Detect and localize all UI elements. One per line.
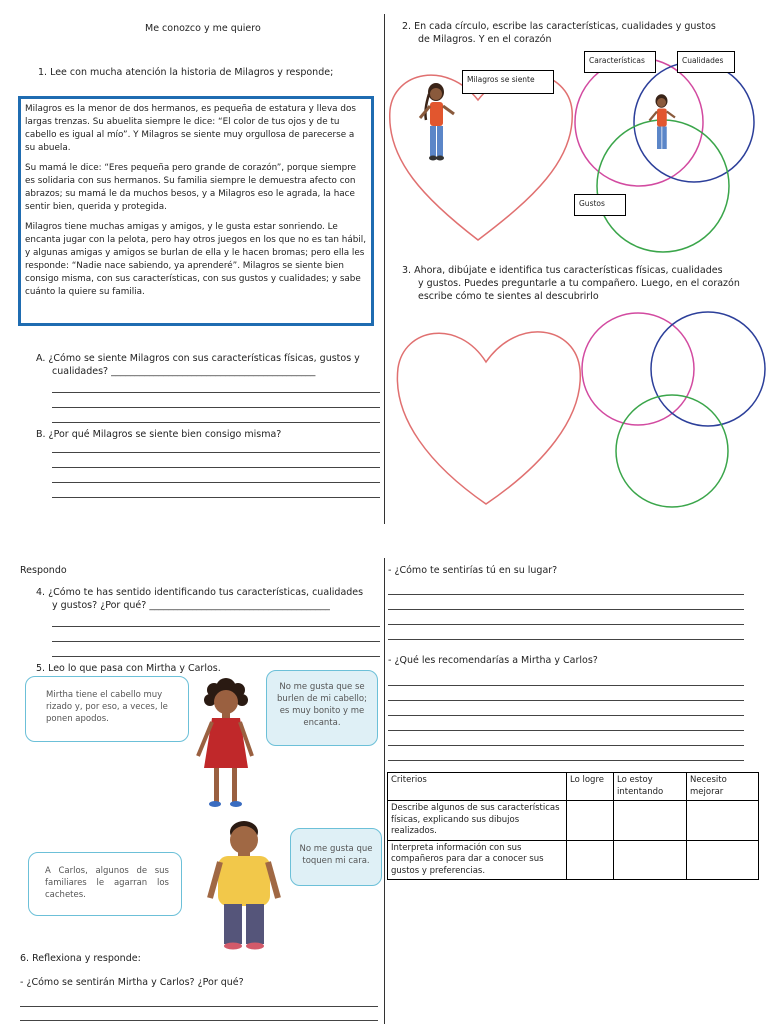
column-divider-top xyxy=(384,14,385,524)
answer-line[interactable] xyxy=(52,626,380,627)
carlos-speech-bubble: No me gusta que toquen mi cara. xyxy=(290,828,382,886)
question-a-line2: cualidades? ___________________________________________ xyxy=(52,366,316,377)
question-a-line1: A. ¿Cómo se siente Milagros con sus características físicas, gustos y xyxy=(36,353,360,364)
answer-line[interactable] xyxy=(52,467,380,468)
mirtha-illustration xyxy=(188,676,266,816)
story-paragraph: Su mamá le dice: “Eres pequeña pero grande de corazón”, porque siempre es solidaria con sus hermanos. Su familia siempre le demuestra afecto con abrazos; su mamá le da muchos besos, y a Milagros eso le agrada, la hace sentir bien, querida y protegida. xyxy=(25,163,357,212)
question-2-line2: de Milagros. Y en el corazón xyxy=(418,34,552,45)
table-header-row xyxy=(388,773,759,801)
question-3-line3: escribe cómo te sientes al descubrirlo xyxy=(418,291,599,302)
label-cualidades: Cualidades xyxy=(677,51,735,73)
circle-pink xyxy=(582,313,694,425)
question-3-line1: 3. Ahora, dibújate e identifica tus características físicas, cualidades xyxy=(402,265,723,276)
circle-caracteristicas xyxy=(575,58,703,186)
label-milagros-se-siente: Milagros se siente xyxy=(462,70,554,94)
carlos-illustration xyxy=(204,818,284,958)
question-6a: - ¿Cómo se sentirán Mirtha y Carlos? ¿Por qué? xyxy=(20,977,244,988)
criterion-cell: Describe algunos de sus características físicas, explicando sus dibujos realizados. xyxy=(388,801,567,841)
answer-line[interactable] xyxy=(388,685,744,686)
header-intentando: Lo estoy intentando xyxy=(614,773,687,801)
answer-line[interactable] xyxy=(52,641,380,642)
answer-line[interactable] xyxy=(52,497,380,498)
answer-line[interactable] xyxy=(52,482,380,483)
question-3 xyxy=(402,264,740,303)
criteria-table xyxy=(387,772,759,880)
circle-cualidades xyxy=(634,62,754,182)
question-3-line2: y gustos. Puedes preguntarle a tu compañero. Luego, en el corazón xyxy=(418,278,740,289)
answer-line[interactable] xyxy=(388,594,744,595)
mirtha-description-box: Mirtha tiene el cabello muy rizado y, por eso, a veces, le ponen apodos. xyxy=(25,676,189,742)
question-4-line1: 4. ¿Cómo te has sentido identificando tus características, cualidades xyxy=(36,587,364,598)
answer-line[interactable] xyxy=(52,407,380,408)
header-criterios: Criterios xyxy=(388,773,567,801)
heart-shape xyxy=(397,332,580,504)
answer-line[interactable] xyxy=(388,624,744,625)
answer-line[interactable] xyxy=(388,715,744,716)
label-gustos: Gustos xyxy=(574,194,626,216)
check-cell[interactable] xyxy=(614,840,687,880)
answer-line[interactable] xyxy=(388,700,744,701)
page-title: Me conozco y me quiero xyxy=(145,23,261,34)
milagros-diagram xyxy=(386,50,766,260)
answer-line[interactable] xyxy=(52,656,380,657)
story-paragraph: Milagros tiene muchas amigas y amigos, y le gusta estar sonriendo. Le encanta jugar con la pelota, pero hay otros juegos en los que no es tan hábil, y algunas amigas y amigos se burlan de ella y le hacen bromas; pero ella les responde: “Nadie nace sabiendo, ya aprenderé”. Milagros se siente bien consigo misma, con sus características, con sus gustos y cualidades; y sabe cuánto la quiere su familia. xyxy=(25,222,367,297)
question-recomendarias: - ¿Qué les recomendarías a Mirtha y Carlos? xyxy=(388,655,598,666)
question-4-line2: y gustos? ¿Por qué? ______________________________________ xyxy=(52,600,330,611)
table-row xyxy=(388,840,759,880)
answer-line[interactable] xyxy=(388,609,744,610)
header-lo-logre: Lo logre xyxy=(567,773,614,801)
heart-shape xyxy=(390,74,573,240)
answer-line[interactable] xyxy=(52,422,380,423)
answer-line[interactable] xyxy=(388,639,744,640)
question-2 xyxy=(402,20,716,46)
circle-green xyxy=(616,395,728,507)
self-diagram xyxy=(386,306,766,524)
answer-line[interactable] xyxy=(388,760,744,761)
question-b: B. ¿Por qué Milagros se siente bien consigo misma? xyxy=(36,429,282,440)
question-2-line1: 2. En cada círculo, escribe las características, cualidades y gustos xyxy=(402,21,716,32)
respondo-heading: Respondo xyxy=(20,565,67,576)
story-box xyxy=(18,96,374,326)
answer-line[interactable] xyxy=(52,452,380,453)
header-necesito-mejorar: Necesito mejorar xyxy=(687,773,759,801)
check-cell[interactable] xyxy=(687,840,759,880)
milagros-figure xyxy=(650,94,676,149)
answer-line[interactable] xyxy=(20,1020,378,1021)
story-paragraph: Milagros es la menor de dos hermanos, es pequeña de estatura y lleva dos largas trenzas. Su abuelita siempre le dice: “El color de tus ojos y de tu cabello es igual al mío”. Y Milagros se siente muy orgullosa de parecerse a su abuela. xyxy=(25,104,356,153)
answer-line[interactable] xyxy=(20,1006,378,1007)
column-divider-bottom xyxy=(384,558,385,1024)
answer-line[interactable] xyxy=(388,745,744,746)
check-cell[interactable] xyxy=(567,840,614,880)
question-6: 6. Reflexiona y responde: xyxy=(20,953,141,964)
mirtha-speech-bubble: No me gusta que se burlen de mi cabello; es muy bonito y me encanta. xyxy=(266,670,378,746)
milagros-figure xyxy=(420,83,454,161)
check-cell[interactable] xyxy=(687,801,759,841)
check-cell[interactable] xyxy=(614,801,687,841)
question-5: 5. Leo lo que pasa con Mirtha y Carlos. xyxy=(36,663,221,674)
answer-line[interactable] xyxy=(388,730,744,731)
label-caracteristicas: Características xyxy=(584,51,656,73)
criterion-cell: Interpreta información con sus compañeros para dar a conocer sus gustos y preferencias. xyxy=(388,840,567,880)
carlos-description-box: A Carlos, algunos de sus familiares le agarran los cachetes. xyxy=(28,852,182,916)
question-a xyxy=(36,352,382,378)
question-lugar: - ¿Cómo te sentirías tú en su lugar? xyxy=(388,565,558,576)
answer-line[interactable] xyxy=(52,392,380,393)
question-4 xyxy=(36,586,363,612)
question-1: 1. Lee con mucha atención la historia de Milagros y responde; xyxy=(38,67,334,78)
check-cell[interactable] xyxy=(567,801,614,841)
table-row xyxy=(388,801,759,841)
